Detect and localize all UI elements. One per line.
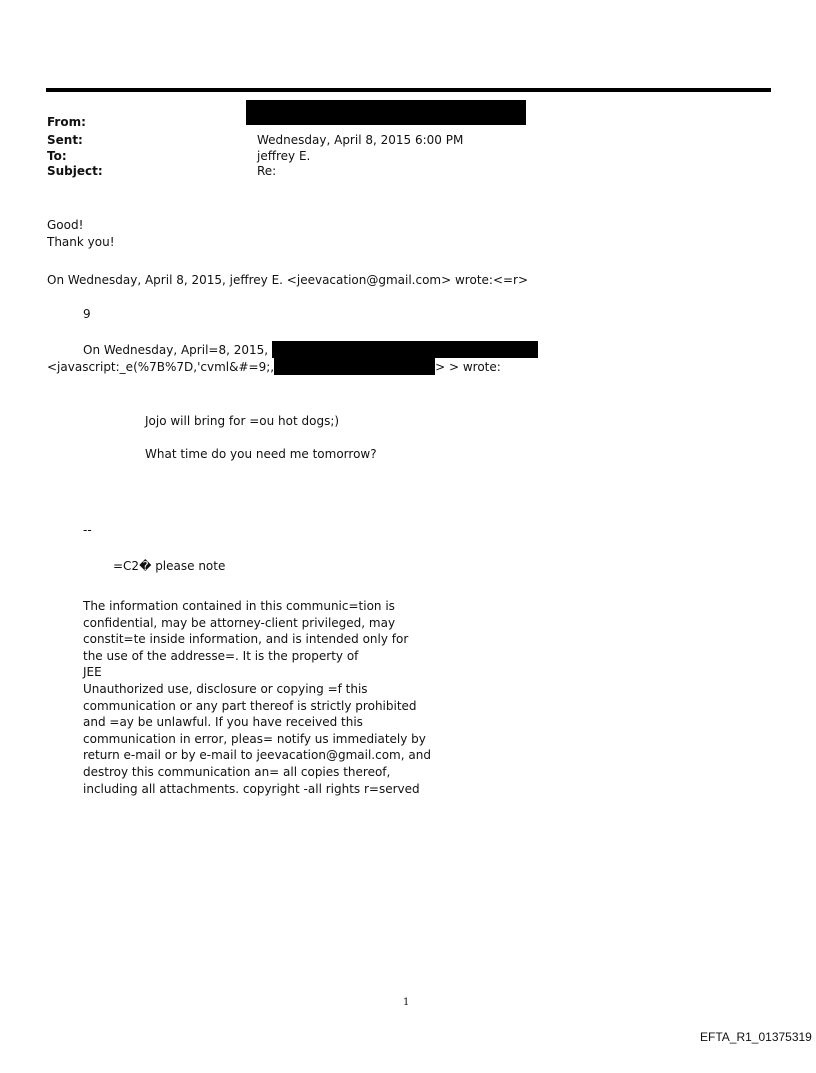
to-value: jeffrey E. [257,149,311,163]
to-label: To: [47,149,67,163]
redaction-from [246,100,526,125]
sent-label: Sent: [47,133,83,147]
inner-quote-header: On Wednesday, April=8, 2015, [83,342,269,357]
message-line: What time do you need me tomorrow? [145,447,377,461]
javascript-row [47,358,501,375]
bates-number: EFTA_R1_01375319 [700,1030,812,1044]
subject-value: Re: [257,164,277,178]
page-number: 1 [403,997,410,1008]
disclaimer-line: the use of the addresse=. It is the property of [83,648,359,663]
javascript-prefix: <javascript:_e(%7B%7D,'cvml&#=9;, [47,359,275,374]
disclaimer-line: and =ay be unlawful. If you have received this [83,715,363,730]
sent-value: Wednesday, April 8, 2015 6:00 PM [257,133,464,147]
disclaimer-line: return e-mail or by e-mail to jeevacation@gmail.com, and [83,748,431,763]
body-line: Thank you! [47,235,115,249]
disclaimer-line: constit=te inside information, and is intended only for [83,632,409,647]
javascript-suffix: > > wrote: [435,359,501,374]
from-label: From: [47,115,86,129]
disclaimer-line: including all attachments. copyright -all rights r=served [83,781,420,796]
disclaimer [83,598,431,797]
note-line: =C2� please note [113,559,226,573]
message-line: Jojo will bring for =ou hot dogs;) [145,414,340,428]
disclaimer-line: destroy this communication an= all copies thereof, [83,764,391,779]
disclaimer-line: communication or any part thereof is strictly prohibited [83,698,417,713]
body-line: Good! [47,218,84,232]
disclaimer-line: confidential, may be attorney-client privileged, may [83,615,396,630]
disclaimer-line: The information contained in this communic=tion is [83,599,395,613]
subject-label: Subject: [47,164,103,178]
redaction-sender [272,341,538,358]
disclaimer-line: Unauthorized use, disclosure or copying =f this [83,681,368,696]
inner-quote-header-row [83,341,538,358]
disclaimer-line: communication in error, pleas= notify us immediately by [83,731,426,746]
redaction-email [274,358,435,375]
disclaimer-line: JEE [83,665,102,680]
signature-separator: -- [83,523,92,537]
quote-header: On Wednesday, April 8, 2015, jeffrey E. <jeevacation@gmail.com> wrote:<=r> [47,273,529,287]
body-line: 9 [83,307,91,321]
header-rule [46,88,771,92]
